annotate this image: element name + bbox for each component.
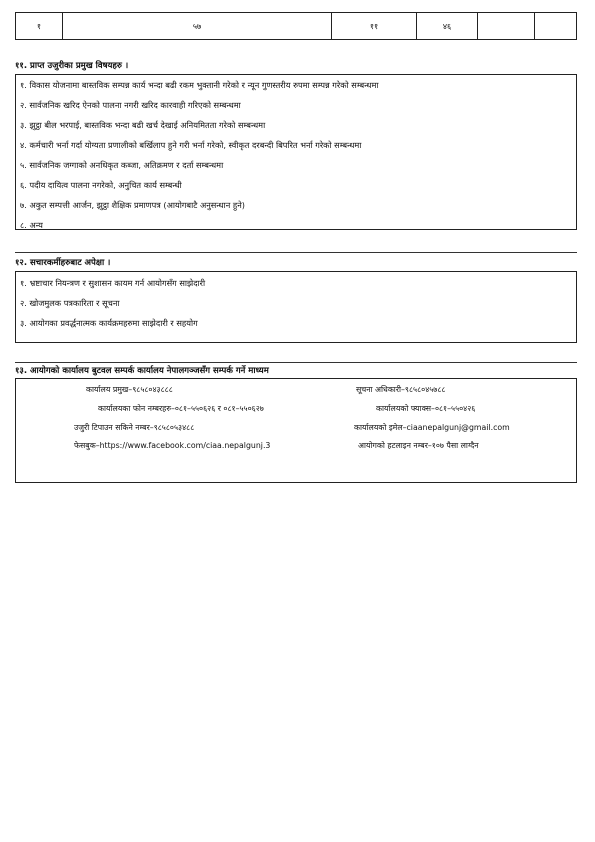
divider [15, 252, 577, 253]
list-item: ३. झुट्ठा बील भरपाई, बास्तविक भन्दा बढी खर्च देखाई अनियमितता गरेको सम्बन्धमा [20, 120, 266, 130]
info-officer-contact: सूचना अधिकारी–९८५८०४५७८८ [356, 385, 446, 394]
section-11-title: ११. प्राप्त उजुरीका प्रमुख विषयहरु । [15, 61, 129, 71]
list-item: १. भ्रष्टाचार नियन्त्रण र सुशासन कायम गर्न आयोगसँग साझेदारी [20, 278, 206, 288]
table-cell: ४६ [417, 13, 478, 40]
table-row [16, 13, 577, 40]
office-fax: कार्यालयको फ्याक्स–०८१–५५०४२६ [376, 404, 476, 413]
section-13-box [15, 378, 577, 483]
list-item: २. खोजमुलक पत्रकारिता र सूचना [20, 298, 120, 308]
list-item: ४. कर्मचारी भर्ना गर्दा योग्यता प्रणालीको बर्खिलाप हुने गरी भर्ना गरेको, स्वीकृत दरबन्दी बिपरित भर्ना गरेको सम्बन्धमा [20, 140, 362, 150]
list-item: ८. अन्य [20, 220, 43, 230]
list-item: ६. पदीय दायित्व पालना नगरेको, अनुचित कार्य सम्बन्धी [20, 180, 182, 190]
list-item: ५. सार्वजनिक जग्गाको अनधिकृत कब्जा, अतिक्रमण र दर्ता सम्बन्धमा [20, 160, 224, 170]
office-email: कार्यालयको इमेल–ciaanepalgunj@gmail.com [354, 423, 510, 432]
facebook-link[interactable]: फेसबुक–https://www.facebook.com/ciaa.nepalgunj.3 [74, 441, 271, 450]
office-chief-contact: कार्यालय प्रमुख–९८५८०४३८८८ [86, 385, 173, 394]
section-12-box [15, 271, 577, 343]
table-cell [478, 13, 535, 40]
list-item: २. सार्वजनिक खरिद ऐनको पालना नगरी खरिद कारवाही गरिएको सम्बन्धमा [20, 100, 241, 110]
hotline-number: आयोगको हटलाइन नम्बर–१०७ पैसा लाग्दैन [358, 441, 479, 450]
office-phone-numbers: कार्यालयका फोन नम्बरहरु–०८१–५५०६२६ र ०८१–५५०६२७ [98, 404, 264, 413]
stats-table [15, 12, 577, 40]
section-12-title: १२. सचारकर्मीहरुबाट अपेक्षा । [15, 258, 111, 268]
list-item: ७. अकुत सम्पत्ती आर्जन, झुट्ठा शैक्षिक प्रमाणपत्र (आयोगबाटै अनुसन्धान हुने) [20, 200, 245, 210]
table-cell: ५७ [63, 13, 332, 40]
table-cell: ११ [332, 13, 417, 40]
list-item: ३. आयोगका प्रवर्द्धनात्मक कार्यक्रमहरुमा साझेदारी र सहयोग [20, 318, 198, 328]
table-cell: १ [16, 13, 63, 40]
section-11-box [15, 74, 577, 230]
table-cell [535, 13, 577, 40]
divider [15, 362, 577, 363]
list-item: १. विकास योजनामा बास्तविक सम्पन्न कार्य भन्दा बढी रकम भुक्तानी गरेको र न्यून गुणस्तरीय रुपमा सम्पन्न गरेको सम्बन्धमा [20, 80, 379, 90]
section-13-title: १३. आयोगको कार्यालय बुटवल सम्पर्क कार्यालय नेपालगञ्जसँग सम्पर्क गर्ने माध्यम [15, 366, 269, 376]
complaint-number: उजुरी टिपाउन सकिने नम्बर–९८५८०५३४८८ [74, 423, 195, 432]
